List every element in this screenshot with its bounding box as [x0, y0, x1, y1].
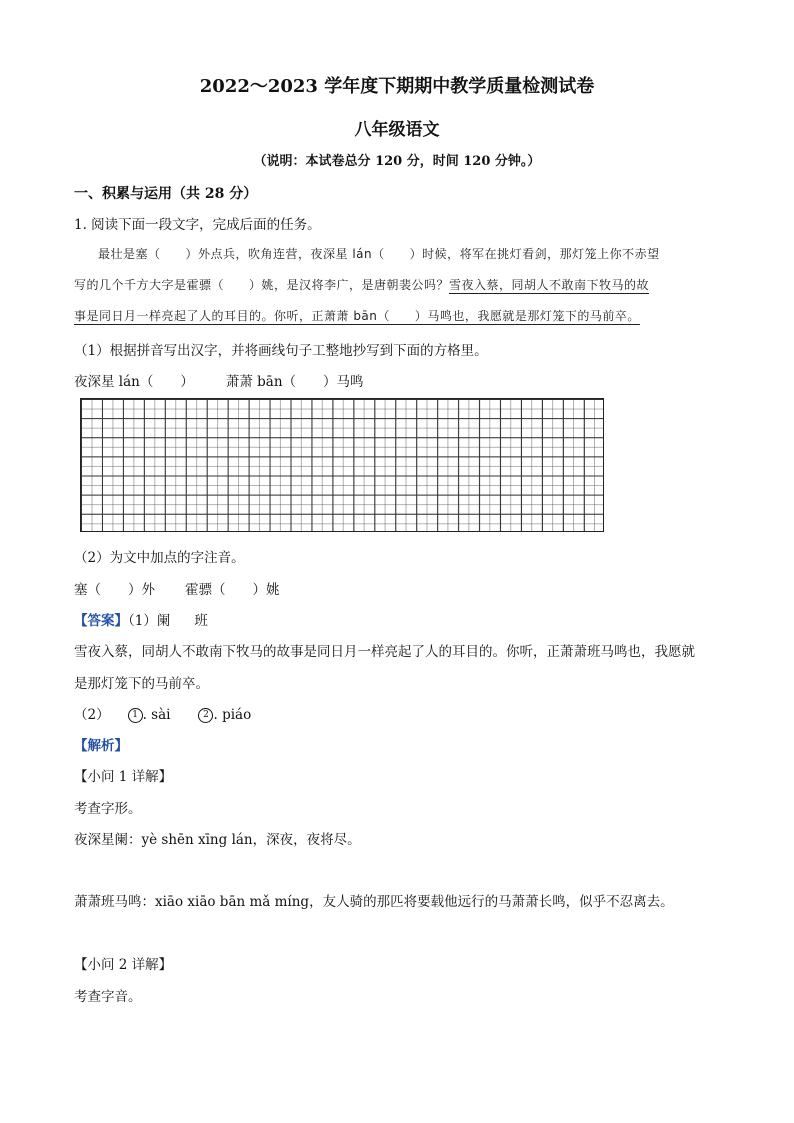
fill-blanks-row-2 — [74, 578, 280, 598]
answer-copy-line-2: 是那灯笼下的马前卒。 — [74, 676, 209, 692]
exam-note: （说明：本试卷总分 120 分，时间 120 分钟。） — [253, 154, 541, 169]
answer-1-first: （1）阑 — [128, 613, 171, 629]
answer-copy-line-1: 雪夜入蔡，同胡人不敢南下牧马的故事是同日月一样亮起了人的耳目的。你听，正萧萧班马鸣也，我愿就 — [74, 644, 695, 660]
fill-blank-piao: 霍骠（ ）姚 — [185, 582, 280, 598]
fill-blanks-row-1 — [74, 370, 364, 390]
passage-line-1: 最壮是塞（ ）外点兵，吹角连营，夜深星 lán（ ）时候，将军在挑灯看剑，那灯笼上你不赤望 — [98, 247, 660, 261]
analysis-label: 【解析】 — [74, 738, 128, 754]
exam-title: 2022～2023 学年度下期期中教学质量检测试卷 — [199, 76, 595, 97]
answer-2-value-1: . sài — [142, 707, 171, 723]
sub-question-1: （1）根据拼音写出汉字，并将画线句子工整地抄写到下面的方格里。 — [74, 343, 488, 359]
section-heading: 一、积累与运用（共 28 分） — [74, 186, 258, 202]
fill-blank-sai: 塞（ ）外 — [74, 582, 155, 598]
analysis-q1-line-2: 萧萧班马鸣：xiāo xiāo bān mǎ míng，友人骑的那匹将要载他远行的马萧萧长鸣，似乎不忍离去。 — [74, 894, 674, 910]
passage-line-3 — [74, 307, 640, 324]
circled-number-1: 1 — [128, 708, 143, 723]
writing-grid — [80, 398, 604, 532]
passage-line-2 — [74, 276, 649, 293]
analysis-q2-label: 【小问 2 详解】 — [74, 957, 173, 973]
answer-line-2 — [74, 703, 251, 723]
fill-blank-ban: 萧萧 bān（ ）马鸣 — [225, 374, 364, 390]
underlined-sentence-end: 事是同日月一样亮起了人的耳目的。你听，正萧萧 bān（ ）马鸣也，我愿就是那灯笼下的马前卒。 — [74, 309, 640, 323]
question-1-prompt: 1. 阅读下面一段文字，完成后面的任务。 — [74, 217, 321, 233]
answer-label: 【答案】 — [74, 613, 128, 629]
analysis-q2-text: 考查字音。 — [74, 989, 142, 1005]
circled-number-2: 2 — [198, 708, 213, 723]
answer-1-second: 班 — [194, 613, 208, 629]
analysis-q1-line-1: 夜深星阑：yè shēn xīng lán，深夜，夜将尽。 — [74, 832, 361, 848]
analysis-q1-text: 考查字形。 — [74, 801, 142, 817]
answer-2-prefix: （2） — [74, 707, 110, 723]
passage-line-2-text: 写的几个千方大字是霍骠（ ）姚，是汉将李广，是唐朝裴公吗？ — [74, 278, 450, 292]
fill-blank-lan: 夜深星 lán（ ） — [74, 374, 194, 390]
answer-line-1 — [74, 609, 208, 629]
analysis-q1-label: 【小问 1 详解】 — [74, 769, 173, 785]
exam-subtitle: 八年级语文 — [354, 120, 440, 140]
sub-question-2: （2）为文中加点的字注音。 — [74, 550, 245, 566]
underlined-sentence-start: 雪夜入蔡，同胡人不敢南下牧马的故 — [449, 278, 650, 292]
answer-2-value-2: . piáo — [213, 707, 252, 723]
